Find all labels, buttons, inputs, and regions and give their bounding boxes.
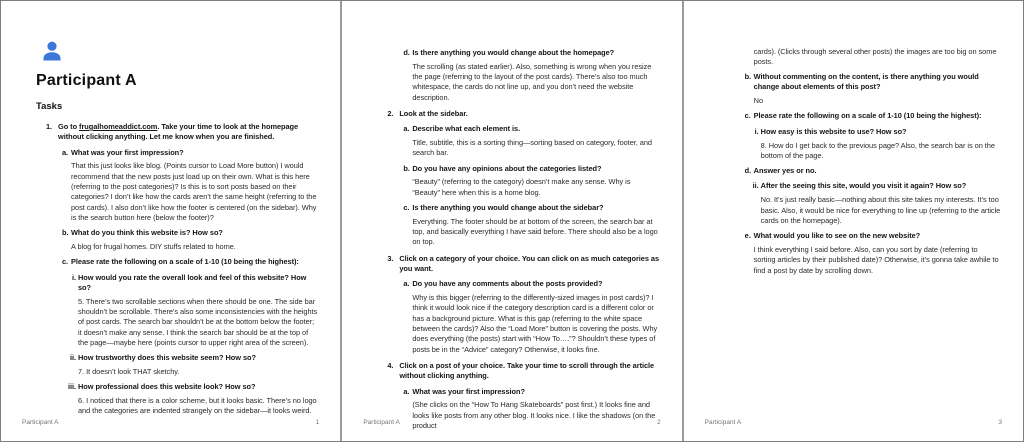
answer-paragraph bbox=[78, 297, 318, 348]
block-text: Everything. The footer should be at bottom of the screen, the search bar at top, and basically everything I have said before. There should also be a logo on top. bbox=[412, 216, 658, 247]
list-label: 2. bbox=[387, 108, 394, 118]
block-text: 5. There’s two scrollable sections when there should be one. The side bar shouldn’t be scrollable. There’s also some inconsistencies with the heights of post cards. The search bar shouldn’t be at the bottom below the footer; it doesn’t make any sense. I think the search bar should be at the top of the page—maybe here (points cursor to upper right area of the screen). bbox=[78, 296, 318, 347]
page-footer bbox=[22, 419, 319, 426]
block-text: Is there anything you would change about the sidebar? bbox=[412, 203, 604, 213]
answer-paragraph bbox=[412, 400, 659, 431]
text-segment: . Take your time to look at the homepage without clicking anything. Let me know when you are finished. bbox=[58, 122, 299, 142]
list-label: d. bbox=[744, 166, 752, 176]
task-item bbox=[46, 122, 318, 143]
block-text: How trustworthy does this website seem? How so? bbox=[78, 353, 256, 363]
page-content bbox=[342, 1, 681, 431]
list-label: c. bbox=[403, 203, 410, 213]
list-label: d. bbox=[403, 48, 410, 57]
block-text: 6. I noticed that there is a color scheme, but it looks basic. There’s no logo and the categories are indented strangely on the sidebar—it looks weird. bbox=[78, 396, 317, 416]
block-text: Click on a post of your choice. Take your time to scroll through the article without clicking anything. bbox=[399, 360, 655, 381]
block-text: Is there anything you would change about the homepage? bbox=[412, 48, 615, 57]
block-text: (She clicks on the “How To Hang Skateboards” post first.) It looks fine and looks like posts from any other blog. It looks nice. I like the shadows (on the product bbox=[412, 400, 656, 430]
answer-paragraph bbox=[761, 141, 1001, 162]
block-text: No. It’s just really basic—nothing about this site takes my interests. It’s too basic. Also, it would be nice for everything to line up (referring to the article cards on the homepage). bbox=[760, 195, 1001, 225]
document-header bbox=[36, 39, 318, 112]
block-text bbox=[58, 122, 318, 143]
list-label: iii. bbox=[67, 382, 76, 392]
answer-paragraph bbox=[412, 293, 659, 355]
block-text: Please rate the following on a scale of 1-10 (10 being the highest): bbox=[753, 111, 982, 121]
list-label: 1. bbox=[46, 122, 53, 131]
list-label: a. bbox=[62, 147, 69, 157]
answer-paragraph bbox=[71, 242, 318, 252]
block-text: 7. It doesn’t look THAT sketchy. bbox=[78, 366, 180, 376]
block-text: Answer yes or no. bbox=[753, 166, 817, 176]
task-item bbox=[387, 109, 659, 119]
sub-question-item bbox=[747, 127, 1001, 137]
question-item bbox=[403, 124, 659, 134]
sub-question-item bbox=[64, 382, 318, 392]
answer-paragraph bbox=[412, 138, 659, 159]
link-frugalhomeaddict-com[interactable]: frugalhomeaddict.com bbox=[79, 122, 158, 131]
answer-paragraph bbox=[754, 96, 1001, 106]
block-text: Title, subtitle, this is a sorting thing—sorting based on category, footer, and search bar. bbox=[412, 138, 652, 158]
task-list bbox=[36, 122, 318, 417]
list-label: c. bbox=[62, 257, 69, 267]
question-item bbox=[403, 387, 659, 397]
list-label: b. bbox=[403, 163, 410, 173]
block-text: Please rate the following on a scale of 1-10 (10 being the highest): bbox=[71, 257, 299, 267]
list-label: i. bbox=[754, 126, 759, 136]
page-footer bbox=[363, 419, 660, 426]
list-label: ii. bbox=[69, 353, 76, 363]
footer-participant-label: Participant A bbox=[363, 419, 400, 426]
block-text: Without commenting on the content, is there anything you would change about elements of this post? bbox=[753, 72, 979, 92]
list-label: a. bbox=[403, 386, 410, 396]
document-page-3 bbox=[684, 1, 1023, 441]
list-label: c. bbox=[744, 111, 751, 121]
list-label: 3. bbox=[387, 253, 394, 263]
list-label: b. bbox=[744, 72, 752, 82]
question-item bbox=[745, 231, 1001, 241]
document-page-1 bbox=[1, 1, 340, 441]
page-title: Participant A bbox=[36, 72, 137, 89]
sub-question-item bbox=[64, 273, 318, 294]
block-text: Do you have any comments about the posts provided? bbox=[412, 279, 603, 289]
block-text: That this just looks like blog. (Points cursor to Load More button) I would recommend that the new posts just load up on their own. What is this here (referring to the post categories)? Is this is to sort posts based on their categories? I don’t like how the cards aren’t the same height (referring to the post cards). I also don’t like how the footer is centered (on the sidebar). Why is the search button here (below the footer)? bbox=[71, 161, 317, 222]
question-item bbox=[745, 166, 1001, 176]
text-segment: Go to bbox=[58, 122, 80, 131]
page-content bbox=[684, 1, 1023, 276]
block-text: What would you like to see on the new website? bbox=[753, 231, 921, 241]
question-item bbox=[403, 203, 659, 213]
answer-paragraph bbox=[754, 47, 1001, 68]
block-text: No bbox=[753, 96, 764, 106]
list-label: ii. bbox=[752, 181, 759, 191]
task-list bbox=[719, 47, 1001, 276]
block-text: What was your first impression? bbox=[412, 386, 525, 396]
question-item bbox=[62, 148, 318, 158]
question-item bbox=[745, 72, 1001, 93]
block-text: “Beauty” (referring to the category) doesn’t make any sense. Why is “Beauty” here when this is a home blog. bbox=[412, 177, 631, 197]
task-item bbox=[387, 254, 659, 275]
tasks-heading: Tasks bbox=[36, 101, 63, 112]
page-number: 3 bbox=[998, 419, 1002, 426]
block-text: The scrolling (as stated earlier). Also, something is wrong when you resize the page (referring to the layout of the post cards). There’s also too much whitespace, the cards do not line up, and you don’t need the website description. bbox=[412, 61, 652, 102]
list-label: i. bbox=[71, 272, 76, 282]
answer-paragraph bbox=[761, 195, 1001, 226]
answer-paragraph bbox=[78, 367, 318, 377]
question-item bbox=[403, 279, 659, 289]
question-item bbox=[62, 257, 318, 267]
question-item bbox=[62, 228, 318, 238]
block-text: Why is this bigger (referring to the differently-sized images in post cards)? I think it would look nice if the category description card is a different color or has a background picture. What is this gap (referring to the white space between the cards)? Also the “Load More” button is covering the posts. Why does everything (the posts) start with “How To….”? Shouldn’t these types of posts be in the “Advice” category? Otherwise, it looks fine. bbox=[412, 293, 658, 354]
list-label: a. bbox=[403, 279, 410, 289]
list-label: 4. bbox=[387, 360, 394, 370]
answer-paragraph bbox=[412, 62, 659, 103]
block-text: What was your first impression? bbox=[71, 147, 184, 157]
page-content bbox=[1, 1, 340, 417]
question-item bbox=[403, 48, 659, 58]
block-text: Describe what each element is. bbox=[412, 124, 521, 134]
answer-paragraph bbox=[71, 161, 318, 223]
page-number: 1 bbox=[315, 419, 320, 426]
answer-paragraph bbox=[412, 177, 659, 198]
block-text: Click on a category of your choice. You can click on as much categories as you want. bbox=[399, 253, 660, 274]
sub-question-item bbox=[64, 353, 318, 363]
question-item bbox=[745, 111, 1001, 121]
block-text: I think everything I said before. Also, can you sort by date (referring to sorting articles by their published date)? Otherwise, it’s gonna take awhile to find a post by date by scrolling down. bbox=[753, 244, 999, 275]
block-text: Do you have any opinions about the categories listed? bbox=[412, 163, 602, 173]
list-label: e. bbox=[744, 231, 751, 241]
block-text: How would you rate the overall look and feel of this website? How so? bbox=[78, 272, 307, 292]
page-footer bbox=[705, 419, 1002, 426]
block-text: How professional does this website look? How so? bbox=[78, 382, 256, 392]
list-label: b. bbox=[62, 228, 69, 238]
answer-paragraph bbox=[412, 217, 659, 248]
list-label: a. bbox=[403, 124, 410, 134]
block-text: cards). (Clicks through several other posts) the images are too big on some posts. bbox=[753, 46, 997, 66]
document-page-2 bbox=[342, 1, 681, 441]
answer-paragraph bbox=[78, 396, 318, 417]
block-text: How easy is this website to use? How so? bbox=[760, 126, 907, 136]
task-list bbox=[377, 48, 659, 431]
task-item bbox=[387, 361, 659, 382]
block-text: 8. How do I get back to the previous page? Also, the search bar is on the bottom of the page. bbox=[760, 140, 995, 160]
answer-paragraph bbox=[754, 245, 1001, 276]
block-text: Look at the sidebar. bbox=[399, 108, 468, 118]
person-icon bbox=[40, 39, 64, 63]
block-text: After the seeing this site, would you visit it again? How so? bbox=[760, 181, 967, 191]
footer-participant-label: Participant A bbox=[22, 419, 59, 426]
block-text: What do you think this website is? How so? bbox=[71, 228, 223, 238]
block-text: A blog for frugal homes. DIY stuffs related to home. bbox=[71, 241, 236, 251]
question-item bbox=[403, 164, 659, 174]
page-number: 2 bbox=[657, 419, 661, 426]
footer-participant-label: Participant A bbox=[704, 419, 742, 426]
sub-question-item bbox=[747, 181, 1001, 191]
